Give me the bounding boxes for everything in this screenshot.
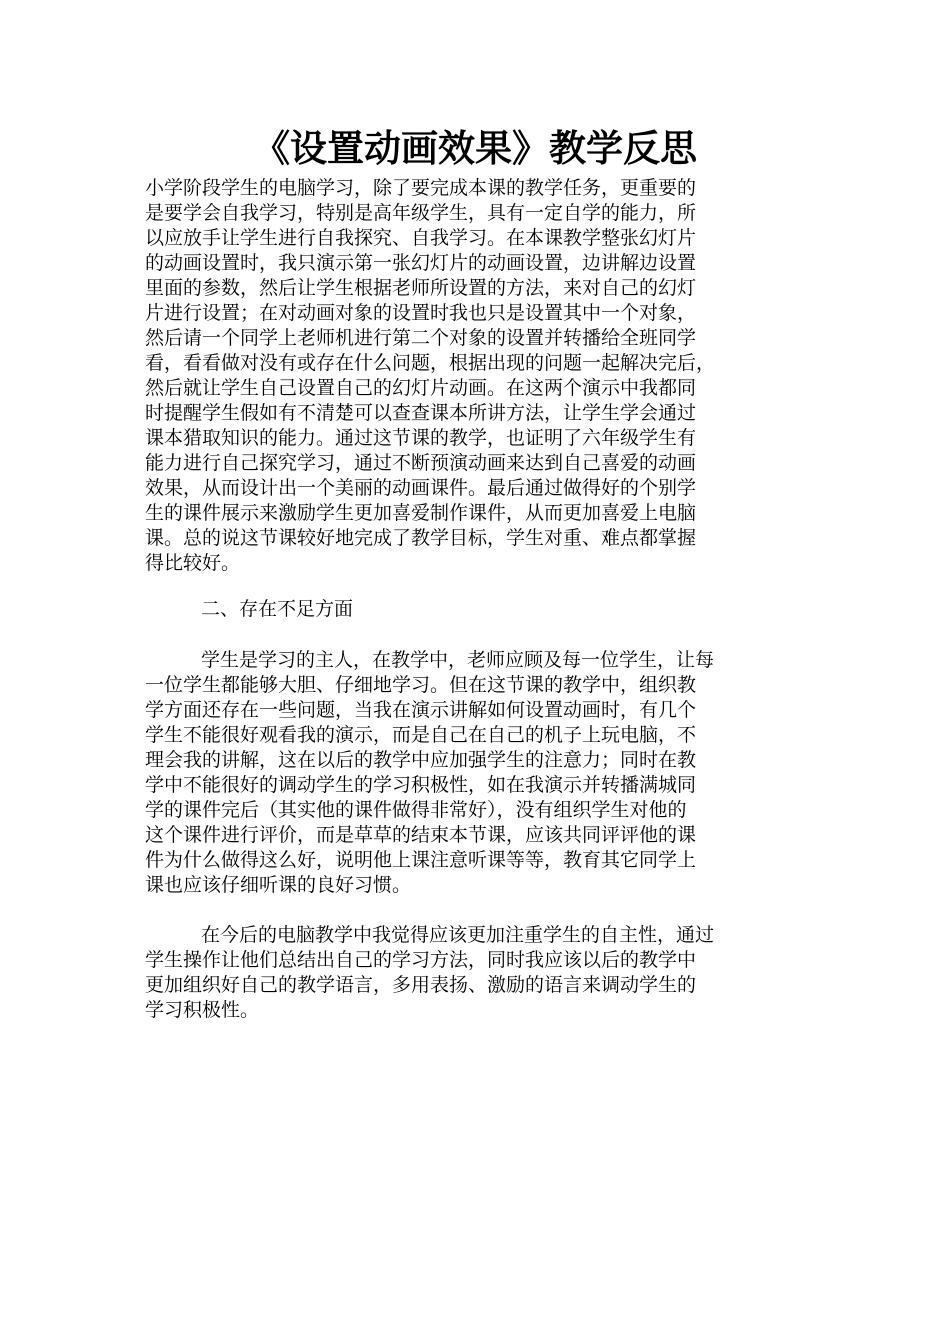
text-line: 学中不能很好的调动学生的学习积极性，如在我演示并转播满城同 bbox=[145, 774, 697, 796]
text-line: 片进行设置；在对动画对象的设置时我也只是设置其中一个对象， bbox=[145, 302, 697, 324]
text-line: 一位学生都能够大胆、仔细地学习。但在这节课的教学中，组织教 bbox=[145, 674, 697, 696]
text-line: 学方面还存在一些问题，当我在演示讲解如何设置动画时，有几个 bbox=[145, 699, 697, 721]
paragraph-2 bbox=[145, 648, 815, 898]
text-line: 学的课件完后（其实他的课件做得非常好），没有组织学生对他的 bbox=[145, 799, 687, 821]
text-line: 以应放手让学生进行自我探究、自我学习。在本课教学整张幻灯片 bbox=[145, 227, 697, 249]
text-line: 是要学会自我学习，特别是高年级学生，具有一定自学的能力，所 bbox=[145, 202, 697, 224]
text-line: 在今后的电脑教学中我觉得应该更加注重学生的自主性，通过 bbox=[201, 924, 715, 946]
text-line: 效果，从而设计出一个美丽的动画课件。最后通过做得好的个别学 bbox=[145, 477, 697, 499]
text-line: 这个课件进行评价，而是草草的结束本节课，应该共同评评他的课 bbox=[145, 824, 697, 846]
text-line: 得比较好。 bbox=[145, 552, 241, 574]
section-heading bbox=[145, 597, 815, 622]
text-line: 时提醒学生假如有不清楚可以查查课本所讲方法，让学生学会通过 bbox=[145, 402, 697, 424]
text-line: 然后就让学生自己设置自己的幻灯片动画。在这两个演示中我都同 bbox=[145, 377, 697, 399]
text-line: 生的课件展示来激励学生更加喜爱制作课件，从而更加喜爱上电脑 bbox=[145, 502, 697, 524]
paragraph-3 bbox=[145, 923, 815, 1023]
text-line: 学习积极性。 bbox=[145, 999, 260, 1021]
text-line: 看，看看做对没有或存在什么问题，根据出现的问题一起解决完后， bbox=[145, 352, 716, 374]
text-line: 学生不能很好观看我的演示，而是自己在自己的机子上玩电脑，不 bbox=[145, 724, 697, 746]
text-line: 小学阶段学生的电脑学习，除了要完成本课的教学任务，更重要的 bbox=[145, 177, 697, 199]
text-line: 能力进行自己探究学习，通过不断预演动画来达到自己喜爱的动画 bbox=[145, 452, 697, 474]
section-heading-text: 二、存在不足方面 bbox=[201, 598, 354, 620]
text-line: 更加组织好自己的教学语言，多用表扬、激励的语言来调动学生的 bbox=[145, 974, 697, 996]
text-line: 课。总的说这节课较好地完成了教学目标，学生对重、难点都掌握 bbox=[145, 527, 697, 549]
text-line: 里面的参数，然后让学生根据老师所设置的方法，来对自己的幻灯 bbox=[145, 277, 697, 299]
text-line: 件为什么做得这么好，说明他上课注意听课等等，教育其它同学上 bbox=[145, 849, 697, 871]
text-line: 理会我的讲解，这在以后的教学中应加强学生的注意力；同时在教 bbox=[145, 749, 697, 771]
document-title: 《设置动画效果》教学反思 bbox=[253, 127, 697, 170]
text-line: 学生是学习的主人，在教学中，老师应顾及每一位学生，让每 bbox=[201, 649, 715, 671]
text-line: 课也应该仔细听课的良好习惯。 bbox=[145, 874, 412, 896]
paragraph-1 bbox=[145, 176, 815, 576]
text-line: 的动画设置时，我只演示第一张幻灯片的动画设置，边讲解边设置 bbox=[145, 252, 697, 274]
text-line: 课本猎取知识的能力。通过这节课的教学，也证明了六年级学生有 bbox=[145, 427, 697, 449]
text-line: 然后请一个同学上老师机进行第二个对象的设置并转播给全班同学 bbox=[145, 327, 697, 349]
text-line: 学生操作让他们总结出自己的学习方法，同时我应该以后的教学中 bbox=[145, 949, 697, 971]
